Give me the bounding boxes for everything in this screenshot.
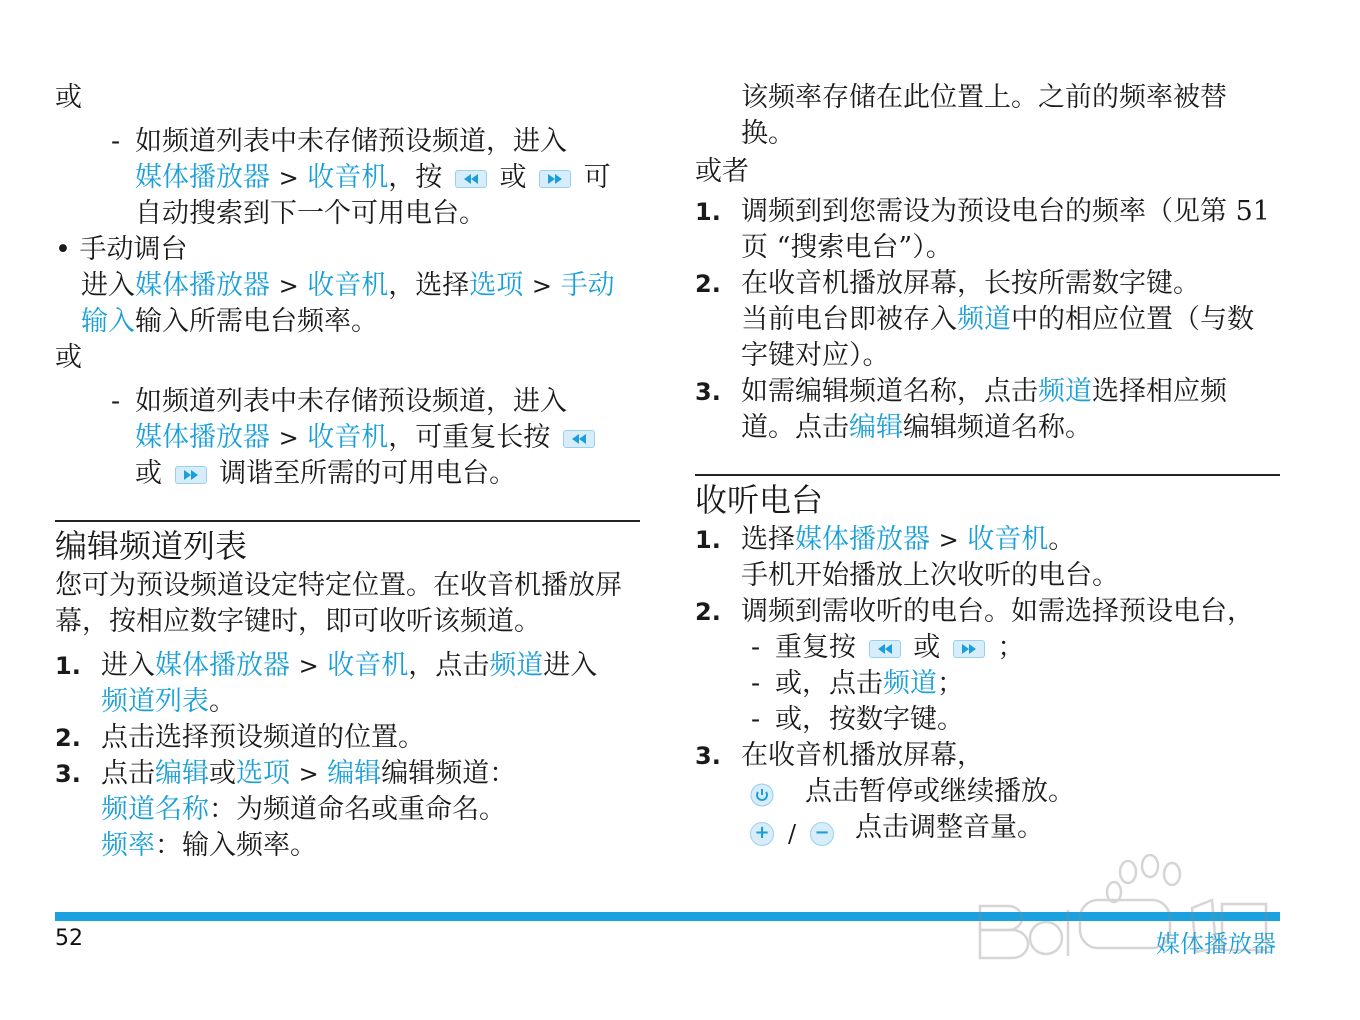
section-heading-edit: 编辑频道列表 xyxy=(55,527,248,565)
section-divider xyxy=(55,520,640,522)
link-edit[interactable]: 编辑 xyxy=(327,758,382,789)
or-text-2: 或 xyxy=(55,342,82,373)
fast-forward-icon xyxy=(953,640,985,658)
right-step-1: 1. 调频到到您需设为预设电台的频率（见第 51 页 “搜索电台”）。 xyxy=(695,196,1270,263)
step-3: 3. 点击编辑或选项 > 编辑编辑频道： 频道名称：为频道命名或重命名。 频率：输入频率。 xyxy=(55,758,517,861)
right-step-3: 3. 如需编辑频道名称，点击频道选择相应频道。点击编辑编辑频道名称。 xyxy=(695,376,1227,443)
or-text-1: 或 xyxy=(55,82,82,113)
bullet-title: 手动调台 xyxy=(79,234,188,265)
link-radio[interactable]: 收音机 xyxy=(967,524,1049,555)
bullet-manual: • 手动调台 xyxy=(55,234,188,265)
listen-step-3: 3. 在收音机播放屏幕， xyxy=(695,740,984,771)
link-media-player[interactable]: 媒体播放器 xyxy=(135,422,270,453)
step-2: 2. 点击选择预设频道的位置。 xyxy=(55,722,425,753)
listen-dash-2: - 或，点击频道； xyxy=(751,668,964,699)
or-else-text: 或者 xyxy=(695,156,749,187)
step-1: 1. 进入媒体播放器 > 收音机，点击频道进入 频道列表。 xyxy=(55,650,598,717)
section-divider xyxy=(695,474,1280,476)
baidu-watermark-logo xyxy=(960,848,1280,968)
link-channel[interactable]: 频道 xyxy=(1038,376,1092,407)
link-radio[interactable]: 收音机 xyxy=(307,422,389,453)
pause-resume-row: 点击暂停或继续播放。 xyxy=(695,774,1280,810)
link-manual-input[interactable]: 手动输入 xyxy=(81,270,615,337)
page-number: 52 xyxy=(55,926,83,951)
link-channel-list[interactable]: 频道列表 xyxy=(101,686,209,717)
footer-section-name: 媒体播放器 xyxy=(1156,930,1276,958)
minus-icon: − xyxy=(810,822,834,846)
continued-text: 该频率存储在此位置上。之前的频率被替换。 xyxy=(741,82,1227,149)
plus-icon: + xyxy=(750,822,774,846)
fast-forward-icon xyxy=(175,466,207,484)
link-options[interactable]: 选项 xyxy=(469,270,524,301)
fast-forward-icon xyxy=(539,170,571,188)
dash-item-2: - 如频道列表中未存储预设频道，进入 媒体播放器 > 收音机，可重复长按 或 调谐至所需的可用电台。 xyxy=(55,384,640,492)
section-heading-listen: 收听电台 xyxy=(695,481,824,519)
right-column xyxy=(695,80,1280,846)
dash-item-1: - 如频道列表中未存储预设频道，进入 媒体播放器 > 收音机，按 或 可 自动搜索到下一个可用电台。 xyxy=(111,126,611,229)
link-channel[interactable]: 频道 xyxy=(883,668,937,699)
link-channel[interactable]: 频道 xyxy=(489,650,544,681)
link-radio[interactable]: 收音机 xyxy=(327,650,409,681)
link-radio[interactable]: 收音机 xyxy=(307,162,389,193)
link-frequency[interactable]: 频率 xyxy=(101,830,155,861)
manual-body: 进入媒体播放器 > 收音机，选择选项 > 手动输入输入所需电台频率。 xyxy=(81,270,615,337)
rewind-icon xyxy=(563,430,595,448)
volume-row: + / − 点击调整音量。 xyxy=(695,810,1280,846)
link-edit[interactable]: 编辑 xyxy=(849,412,903,443)
rewind-icon xyxy=(869,640,901,658)
rewind-icon xyxy=(455,170,487,188)
link-edit[interactable]: 编辑 xyxy=(155,758,209,789)
link-media-player[interactable]: 媒体播放器 xyxy=(135,162,270,193)
link-channel[interactable]: 频道 xyxy=(957,304,1011,335)
listen-step-1: 1. 选择媒体播放器 > 收音机。 手机开始播放上次收听的电台。 xyxy=(695,524,1119,591)
listen-step-2: 2. 调频到需收听的电台。如需选择预设电台， xyxy=(695,596,1254,627)
link-options[interactable]: 选项 xyxy=(236,758,290,789)
link-channel-name[interactable]: 频道名称 xyxy=(101,794,209,825)
link-media-player[interactable]: 媒体播放器 xyxy=(795,524,930,555)
listen-dash-1: - 重复按 或 ； xyxy=(751,632,1025,663)
left-column xyxy=(55,80,640,864)
link-media-player[interactable]: 媒体播放器 xyxy=(135,270,270,301)
right-step-2: 2. 在收音机播放屏幕，长按所需数字键。 当前电台即被存入频道中的相应位置（与数字键对应）。 xyxy=(695,268,1254,371)
link-radio[interactable]: 收音机 xyxy=(307,270,389,301)
listen-dash-3: - 或，按数字键。 xyxy=(751,704,964,735)
link-media-player[interactable]: 媒体播放器 xyxy=(155,650,290,681)
section-intro: 您可为预设频道设定特定位置。在收音机播放屏幕，按相应数字键时，即可收听该频道。 xyxy=(55,570,622,637)
